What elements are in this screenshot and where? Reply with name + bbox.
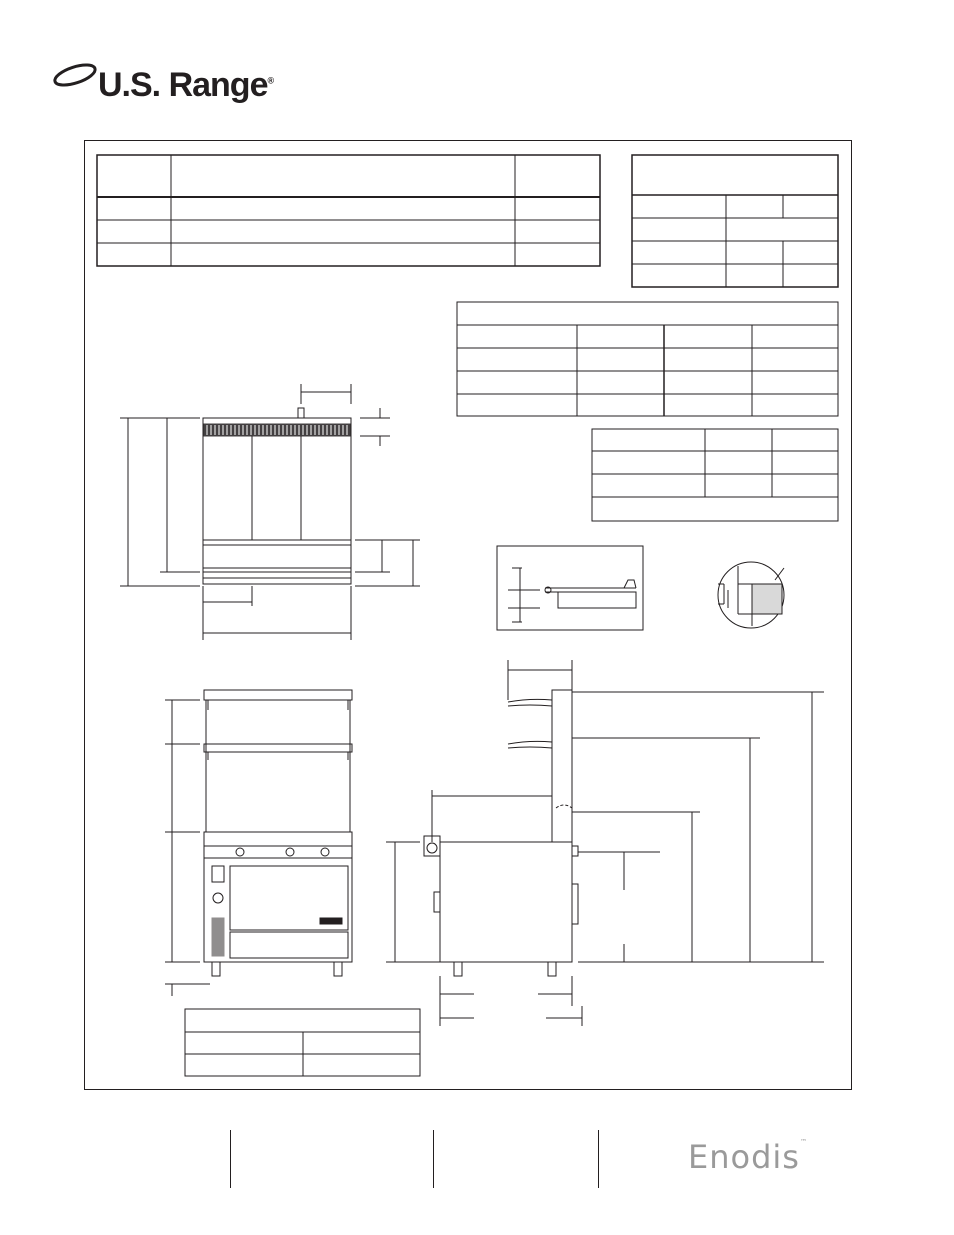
dimensions-table bbox=[457, 302, 838, 416]
front-view-drawing bbox=[165, 690, 352, 996]
partner-brand-name: Enodis bbox=[688, 1138, 800, 1176]
griddle-detail-drawing bbox=[497, 546, 643, 630]
footer-divider bbox=[598, 1130, 599, 1188]
brand-registered-mark: ® bbox=[267, 75, 274, 86]
edge-detail-drawing bbox=[718, 562, 784, 628]
footer-divider bbox=[230, 1130, 231, 1188]
top-view-drawing bbox=[120, 384, 420, 640]
brand-name: U.S. Range bbox=[98, 66, 268, 104]
clearance-table bbox=[185, 1009, 420, 1076]
side-view-drawing bbox=[386, 660, 824, 1026]
partner-logo bbox=[688, 1138, 808, 1176]
gas-table bbox=[632, 155, 838, 287]
partner-trademark: ™ bbox=[799, 1138, 808, 1146]
model-table bbox=[97, 155, 600, 266]
electrical-table bbox=[592, 429, 838, 521]
footer-divider bbox=[433, 1130, 434, 1188]
